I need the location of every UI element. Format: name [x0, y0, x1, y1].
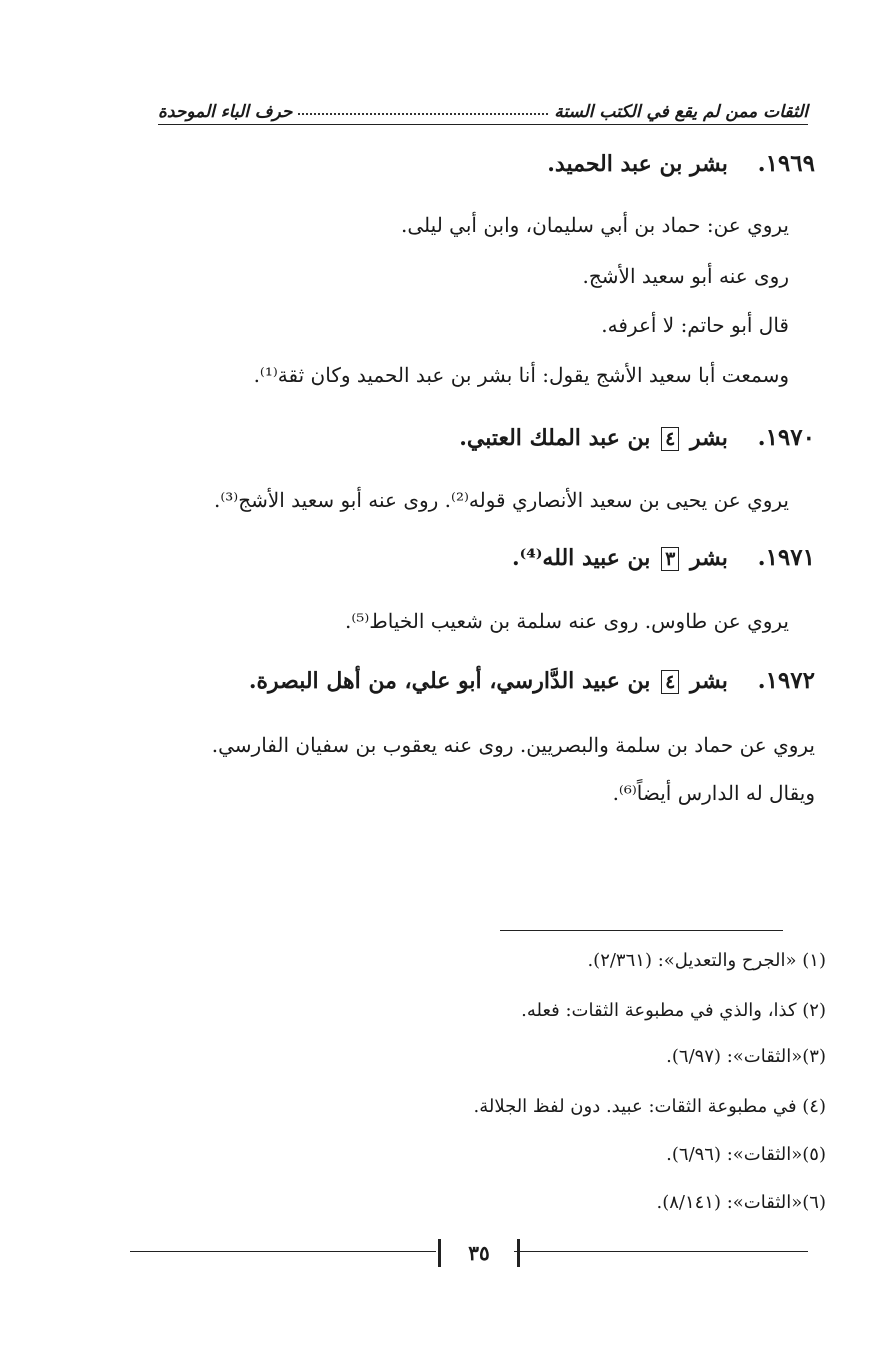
entry-number: ١٩٧١. — [757, 544, 815, 571]
entry-1969-line-1: يروي عن: حماد بن أبي سليمان، وابن أبي ليلى. — [401, 213, 789, 237]
entry-heading-1971 — [512, 544, 815, 571]
entry-heading-1969 — [547, 150, 815, 177]
header-book-title: الثقات ممن لم يقع في الكتب الستة — [554, 102, 808, 122]
page-number: ٣٥ — [438, 1239, 520, 1267]
entry-heading-1972 — [249, 667, 815, 694]
entry-1971-line-1: يروي عن طاوس. روى عنه سلمة بن شعيب الخياط⁽⁵⁾. — [345, 609, 789, 633]
entry-number: ١٩٧٢. — [757, 667, 815, 694]
footer-rule-left — [130, 1251, 436, 1252]
footnote-4: (٤) في مطبوعة الثقات: عبيد. دون لفظ الجلالة. — [473, 1096, 826, 1117]
entry-name-prefix: بشر — [690, 545, 728, 571]
footer-rule-right — [514, 1251, 808, 1252]
entry-source-code: ٣ — [661, 547, 679, 571]
entry-1969-line-4: وسمعت أبا سعيد الأشج يقول: أنا بشر بن عبد الحميد وكان ثقة⁽¹⁾. — [253, 363, 789, 387]
entry-source-code: ٤ — [661, 670, 679, 694]
entry-number: ١٩٦٩. — [757, 150, 815, 177]
footnote-separator — [500, 930, 783, 931]
footnote-2: (٢) كذا، والذي في مطبوعة الثقات: فعله. — [521, 1000, 826, 1021]
entry-1972-line-1: يروي عن حماد بن سلمة والبصريين. روى عنه يعقوب بن سفيان الفارسي. — [211, 733, 815, 757]
entry-name: بشر بن عبد الحميد. — [547, 151, 728, 177]
entry-name-suffix: بن عبيد الدَّارسي، أبو علي، من أهل البصرة. — [248, 668, 651, 694]
entry-1969-line-2: روى عنه أبو سعيد الأشج. — [582, 264, 789, 288]
footnote-3: (٣)«الثقات»: (٦/٩٧). — [666, 1046, 826, 1067]
entry-1970-line-1: يروي عن يحيى بن سعيد الأنصاري قوله⁽²⁾. روى عنه أبو سعيد الأشج⁽³⁾. — [213, 488, 789, 512]
footnote-6: (٦)«الثقات»: (٨/١٤١). — [656, 1192, 826, 1213]
entry-1972-line-2: ويقال له الدارس أيضاً⁽⁶⁾. — [612, 781, 815, 805]
header-dot-leader — [298, 113, 548, 115]
entry-heading-1970 — [459, 424, 815, 451]
entry-source-code: ٤ — [661, 427, 679, 451]
running-header — [158, 86, 808, 125]
entry-name-prefix: بشر — [690, 425, 728, 451]
footnote-5: (٥)«الثقات»: (٦/٩٦). — [666, 1144, 826, 1165]
header-chapter-title: حرف الباء الموحدة — [158, 102, 293, 122]
entry-1969-line-3: قال أبو حاتم: لا أعرفه. — [601, 313, 789, 337]
entry-name-suffix: بن عبد الملك العتبي. — [459, 425, 651, 451]
entry-name-prefix: بشر — [690, 668, 728, 694]
entry-number: ١٩٧٠. — [757, 424, 815, 451]
footnote-1: (١) «الجرح والتعديل»: (٢/٣٦١). — [587, 950, 826, 971]
entry-name-suffix: بن عبيد الله⁽⁴⁾. — [511, 545, 651, 571]
